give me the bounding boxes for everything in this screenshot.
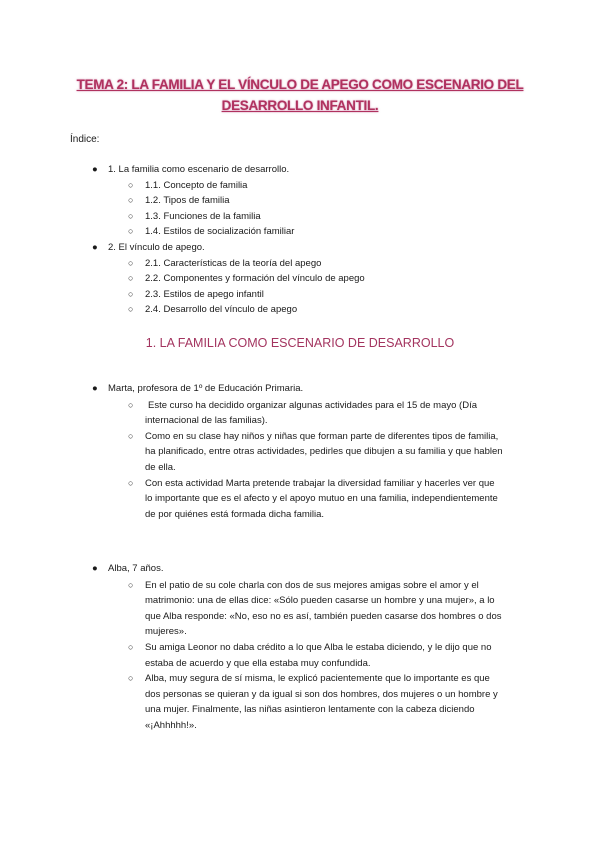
case-point bbox=[128, 578, 548, 640]
case-point-line: de ella. bbox=[145, 461, 176, 473]
index-subitem bbox=[128, 178, 365, 194]
hollow-bullet-icon: ○ bbox=[128, 430, 134, 441]
case-point-line: estaba de acuerdo y que ella estaba muy confundida. bbox=[145, 657, 371, 669]
case-point-line: Este curso ha decidido organizar algunas actividades para el 15 de mayo (Día bbox=[148, 399, 477, 411]
index-subitem bbox=[128, 287, 365, 303]
index-subitem bbox=[128, 302, 365, 318]
hollow-bullet-icon: ○ bbox=[128, 304, 134, 315]
case-point-line: matrimonio: una de ellas dice: «Sólo pueden casarse un hombre y una mujer», a lo bbox=[145, 595, 495, 607]
hollow-bullet-icon: ○ bbox=[128, 641, 134, 652]
case-point-line: Con esta actividad Marta pretende trabajar la diversidad familiar y hacerles ver que bbox=[145, 477, 495, 489]
case-point-line: que Alba responde: «No, eso no es así, también pueden casarse dos hombres o dos bbox=[145, 610, 502, 622]
index-label: Índice: bbox=[70, 134, 100, 145]
hollow-bullet-icon: ○ bbox=[128, 288, 134, 299]
bullet-icon: ● bbox=[92, 563, 98, 574]
case-marta bbox=[92, 381, 548, 522]
hollow-bullet-icon: ○ bbox=[128, 273, 134, 284]
index-subitem bbox=[128, 271, 365, 287]
hollow-bullet-icon: ○ bbox=[128, 179, 134, 190]
hollow-bullet-icon: ○ bbox=[128, 673, 134, 684]
hollow-bullet-icon: ○ bbox=[128, 226, 134, 237]
index-subitem bbox=[128, 209, 365, 225]
bullet-icon: ● bbox=[92, 164, 98, 175]
index-subitem-label: 1.4. Estilos de socialización familiar bbox=[145, 226, 295, 238]
case-label: ● Marta, profesora de 1º de Educación Primaria. bbox=[108, 381, 548, 397]
index-item-1 bbox=[92, 162, 365, 178]
index-item-label: 1. La familia como escenario de desarrollo. bbox=[108, 164, 290, 175]
case-point-line: internacional de las familias). bbox=[145, 415, 268, 427]
hollow-bullet-icon: ○ bbox=[128, 210, 134, 221]
hollow-bullet-icon: ○ bbox=[128, 195, 134, 206]
document-title-line-1: TEMA 2: LA FAMILIA Y EL VÍNCULO DE APEGO COMO ESCENARIO DEL bbox=[76, 77, 524, 92]
case-label: ● Alba, 7 años. bbox=[108, 561, 548, 577]
hollow-bullet-icon: ○ bbox=[128, 579, 134, 590]
case-point-line: Su amiga Leonor no daba crédito a lo que Alba le estaba diciendo, y le dijo que no bbox=[145, 641, 492, 653]
index-subitem-label: 1.1. Concepto de familia bbox=[145, 179, 248, 191]
index-subitem bbox=[128, 193, 365, 209]
index-list bbox=[92, 162, 365, 318]
case-point-line: Alba, muy segura de sí misma, le explicó pacientemente que lo importante es que bbox=[145, 673, 490, 685]
index-item-label: 2. El vínculo de apego. bbox=[108, 241, 205, 253]
bullet-icon: ● bbox=[92, 383, 98, 394]
case-point-line: Como en su clase hay niños y niñas que forman parte de diferentes tipos de familia, bbox=[145, 430, 499, 442]
hollow-bullet-icon: ○ bbox=[128, 399, 134, 410]
document-title bbox=[60, 74, 540, 116]
section-heading: 1. LA FAMILIA COMO ESCENARIO DE DESARROLLO bbox=[145, 336, 455, 350]
case-point bbox=[128, 671, 548, 733]
index-subitem bbox=[128, 256, 365, 272]
case-point-line: una mujer. Finalmente, las niñas asintieron lentamente con la cabeza diciendo bbox=[145, 704, 475, 716]
case-point-line: En el patio de su cole charla con dos de sus mejores amigas sobre el amor y el bbox=[145, 579, 479, 591]
index-subitem-label: 2.4. Desarrollo del vínculo de apego bbox=[145, 304, 298, 316]
case-point-line: de por quiénes está formada dicha familia. bbox=[145, 508, 325, 520]
case-point-line: «¡Ahhhhh!». bbox=[145, 719, 197, 731]
case-point bbox=[128, 640, 548, 671]
case-point bbox=[128, 429, 548, 476]
hollow-bullet-icon: ○ bbox=[128, 477, 134, 488]
index-subitem bbox=[128, 224, 365, 240]
case-point-line: lo importante que es el afecto y el apoyo mutuo en una familia, independientemente bbox=[145, 493, 498, 505]
document-title-line-2: DESARROLLO INFANTIL. bbox=[221, 98, 379, 113]
case-point bbox=[128, 476, 548, 523]
case-point-line: dos personas se quieran y da igual si son dos hombres, dos mujeres o un hombre y bbox=[145, 688, 498, 700]
index-subitem-label: 2.1. Características de la teoría del apego bbox=[145, 257, 322, 269]
hollow-bullet-icon: ○ bbox=[128, 257, 134, 268]
case-point-line: mujeres». bbox=[145, 626, 187, 638]
case-point-line: ha planificado, entre otras actividades, pedirles que dibujen a su familia y que hablen bbox=[145, 446, 503, 458]
index-subitem-label: 2.2. Componentes y formación del vínculo de apego bbox=[145, 273, 365, 285]
case-point bbox=[128, 398, 548, 429]
bullet-icon: ● bbox=[92, 241, 98, 253]
case-alba bbox=[92, 561, 548, 734]
index-subitem-label: 2.3. Estilos de apego infantil bbox=[145, 288, 264, 300]
index-subitem-label: 1.2. Tipos de familia bbox=[145, 195, 230, 207]
index-item-2 bbox=[92, 240, 365, 256]
index-subitem-label: 1.3. Funciones de la familia bbox=[145, 210, 261, 222]
